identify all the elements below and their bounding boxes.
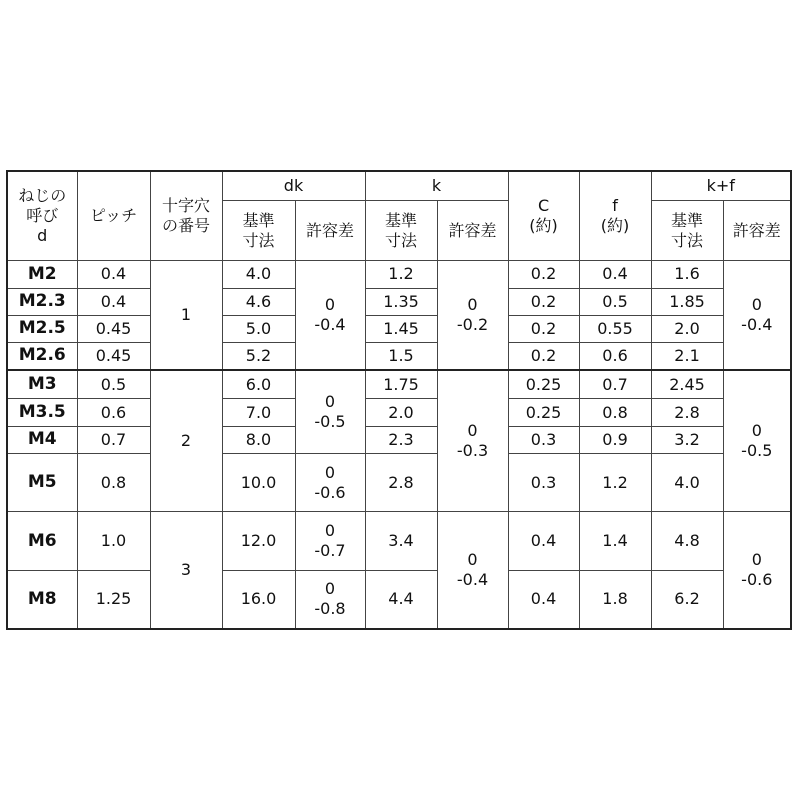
tol-upper: 0 (324, 294, 336, 314)
k-cell: 3.4 (365, 512, 437, 571)
table-row (7, 370, 791, 399)
tol-upper: 0 (324, 579, 336, 599)
tol-lower: -0.7 (314, 541, 346, 561)
k-cell: 1.5 (365, 342, 437, 369)
header-designation-line2: 呼び (26, 206, 59, 226)
dk-cell: 5.2 (222, 342, 295, 369)
tol-lower: -0.4 (741, 314, 773, 334)
k-cell: 2.3 (365, 426, 437, 453)
dk-cell: 12.0 (222, 512, 295, 571)
c-cell: 0.2 (508, 261, 579, 288)
header-recess-number (150, 171, 222, 261)
kf-tolerance-cell (723, 512, 791, 629)
c-cell: 0.3 (508, 426, 579, 453)
table-row (7, 288, 791, 315)
header-basic-line1: 基準 (671, 210, 704, 230)
screw-dimension-table (6, 170, 792, 630)
dk-cell: 7.0 (222, 399, 295, 426)
f-cell: 0.6 (579, 342, 651, 369)
dk-tolerance-cell (295, 261, 365, 370)
tol-upper: 0 (751, 421, 762, 441)
size-cell: M6 (7, 512, 77, 571)
header-f (579, 171, 651, 261)
table-row (7, 512, 791, 571)
size-cell: M3 (7, 370, 77, 399)
header-basic-line2: 寸法 (242, 230, 275, 250)
tol-lower: -0.4 (456, 570, 489, 590)
header-basic-line1: 基準 (242, 210, 275, 230)
k-cell: 4.4 (365, 570, 437, 629)
pitch-cell: 0.6 (77, 399, 150, 426)
f-cell: 0.7 (579, 370, 651, 399)
k-tolerance-cell (437, 512, 508, 629)
dk-cell: 8.0 (222, 426, 295, 453)
k-cell: 2.0 (365, 399, 437, 426)
dk-tolerance-cell (295, 570, 365, 629)
dk-cell: 16.0 (222, 570, 295, 629)
size-cell: M2.3 (7, 288, 77, 315)
table-row (7, 426, 791, 453)
header-designation (7, 171, 77, 261)
tol-upper: 0 (467, 550, 478, 570)
kf-cell: 1.85 (651, 288, 723, 315)
tol-lower: -0.6 (741, 570, 773, 590)
pitch-cell: 1.0 (77, 512, 150, 571)
size-cell: M3.5 (7, 399, 77, 426)
dk-cell: 5.0 (222, 315, 295, 342)
size-cell: M8 (7, 570, 77, 629)
dk-tolerance-cell (295, 453, 365, 512)
dk-tolerance-cell (295, 512, 365, 571)
header-k: k (365, 171, 508, 200)
k-tolerance-cell (437, 261, 508, 370)
table-row (7, 342, 791, 369)
k-cell: 2.8 (365, 453, 437, 512)
header-pitch: ピッチ (77, 171, 150, 261)
size-cell: M4 (7, 426, 77, 453)
tol-lower: -0.8 (314, 599, 346, 619)
k-cell: 1.45 (365, 315, 437, 342)
kf-tolerance-cell (723, 261, 791, 370)
tol-upper: 0 (751, 550, 762, 570)
size-cell: M2 (7, 261, 77, 288)
f-cell: 0.4 (579, 261, 651, 288)
c-cell: 0.3 (508, 453, 579, 512)
tol-upper: 0 (324, 521, 336, 541)
f-cell: 1.8 (579, 570, 651, 629)
dk-cell: 4.6 (222, 288, 295, 315)
header-dk-tolerance: 許容差 (295, 200, 365, 261)
f-cell: 1.2 (579, 453, 651, 512)
tol-upper: 0 (324, 462, 336, 482)
dk-cell: 10.0 (222, 453, 295, 512)
table-row (7, 315, 791, 342)
header-c (508, 171, 579, 261)
header-dk-basic (222, 200, 295, 261)
kf-cell: 6.2 (651, 570, 723, 629)
pitch-cell: 1.25 (77, 570, 150, 629)
table-row (7, 261, 791, 288)
f-cell: 0.8 (579, 399, 651, 426)
header-f-line1: f (612, 196, 618, 216)
table-row (7, 399, 791, 426)
c-cell: 0.4 (508, 512, 579, 571)
kf-tolerance-cell (723, 370, 791, 512)
kf-cell: 2.1 (651, 342, 723, 369)
k-cell: 1.2 (365, 261, 437, 288)
size-cell: M2.5 (7, 315, 77, 342)
k-tolerance-cell (437, 370, 508, 512)
tol-lower: -0.4 (314, 314, 346, 334)
pitch-cell: 0.45 (77, 342, 150, 369)
pitch-cell: 0.45 (77, 315, 150, 342)
header-k-tolerance: 許容差 (437, 200, 508, 261)
tol-lower: -0.5 (741, 441, 773, 461)
dk-cell: 4.0 (222, 261, 295, 288)
tol-lower: -0.3 (456, 441, 489, 461)
recess-group-cell: 1 (150, 261, 222, 370)
kf-cell: 4.0 (651, 453, 723, 512)
pitch-cell: 0.7 (77, 426, 150, 453)
size-cell: M2.6 (7, 342, 77, 369)
header-kf-tolerance: 許容差 (723, 200, 791, 261)
f-cell: 0.9 (579, 426, 651, 453)
header-c-line1: C (537, 196, 550, 216)
c-cell: 0.2 (508, 315, 579, 342)
kf-cell: 4.8 (651, 512, 723, 571)
dk-tolerance-cell (295, 370, 365, 454)
recess-group-cell: 2 (150, 370, 222, 512)
kf-cell: 2.8 (651, 399, 723, 426)
kf-cell: 2.0 (651, 315, 723, 342)
dk-cell: 6.0 (222, 370, 295, 399)
tol-lower: -0.6 (314, 482, 346, 502)
kf-cell: 2.45 (651, 370, 723, 399)
header-f-line2: (約) (600, 216, 630, 236)
header-basic-line2: 寸法 (671, 230, 704, 250)
header-recess-line1: 十字穴 (161, 196, 210, 216)
recess-group-cell: 3 (150, 512, 222, 629)
c-cell: 0.25 (508, 399, 579, 426)
table-row (7, 570, 791, 629)
pitch-cell: 0.5 (77, 370, 150, 399)
f-cell: 1.4 (579, 512, 651, 571)
header-basic-line1: 基準 (385, 210, 418, 230)
tol-upper: 0 (751, 294, 762, 314)
header-kf-basic (651, 200, 723, 261)
f-cell: 0.5 (579, 288, 651, 315)
tol-upper: 0 (467, 421, 478, 441)
kf-cell: 3.2 (651, 426, 723, 453)
header-dk: dk (222, 171, 365, 200)
c-cell: 0.2 (508, 342, 579, 369)
kf-cell: 1.6 (651, 261, 723, 288)
c-cell: 0.4 (508, 570, 579, 629)
pitch-cell: 0.4 (77, 261, 150, 288)
tol-lower: -0.2 (456, 314, 489, 334)
c-cell: 0.25 (508, 370, 579, 399)
header-kf: k+f (651, 171, 791, 200)
f-cell: 0.55 (579, 315, 651, 342)
header-c-line2: (約) (529, 216, 558, 236)
header-basic-line2: 寸法 (385, 230, 418, 250)
header-recess-line2: の番号 (161, 216, 210, 236)
tol-upper: 0 (467, 294, 478, 314)
tol-upper: 0 (324, 391, 336, 411)
header-designation-line3: d (37, 226, 48, 246)
size-cell: M5 (7, 453, 77, 512)
k-cell: 1.35 (365, 288, 437, 315)
pitch-cell: 0.4 (77, 288, 150, 315)
c-cell: 0.2 (508, 288, 579, 315)
tol-lower: -0.5 (314, 411, 346, 431)
header-k-basic (365, 200, 437, 261)
header-designation-line1: ねじの (18, 186, 67, 206)
k-cell: 1.75 (365, 370, 437, 399)
pitch-cell: 0.8 (77, 453, 150, 512)
table-row (7, 453, 791, 512)
